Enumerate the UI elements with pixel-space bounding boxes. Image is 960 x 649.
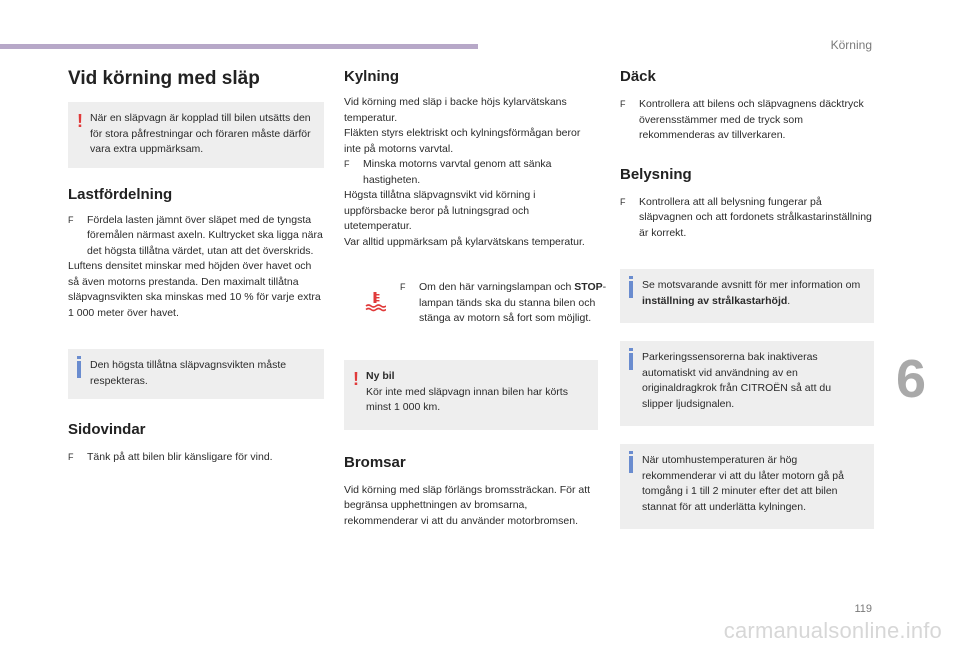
info1-text-before: Se motsvarande avsnitt för mer information om — [642, 279, 861, 291]
info-icon — [629, 456, 633, 473]
column-3 — [620, 62, 874, 529]
info1-text-strong: inställning av strålkastarhöjd — [642, 294, 788, 307]
bullet-marker-icon: F — [68, 452, 74, 462]
warning-icon: ! — [77, 111, 83, 131]
info3-text: När utomhustemperaturen är hög rekommenderar vi att du låter motorn gå på tomgång i 1 till 2 minuter efter det att bilen stannat för att underlätta kylningen. — [642, 454, 844, 513]
heading-brakes: Bromsar — [344, 453, 406, 471]
page-number: 119 — [854, 603, 872, 615]
lights-bullet — [620, 195, 874, 242]
info-box-weight — [68, 349, 324, 399]
warning-lamp-block — [344, 280, 607, 350]
tyres-bullet — [620, 97, 874, 144]
heading-crosswind: Sidovindar — [68, 421, 146, 438]
coolant-temperature-icon — [364, 290, 386, 312]
cooling-text-4: Var alltid uppmärksam på kylarvätskans temperatur. — [344, 235, 585, 248]
watermark: carmanualsonline.info — [723, 618, 942, 643]
cooling-bullet-text: Minska motorns varvtal genom att sänka hastigheten. — [363, 158, 552, 186]
bullet-marker-icon: F — [68, 214, 74, 225]
brakes-text: Vid körning med släp förlängs bromssträckan. För att begränsa upphettningen av bromsarna, rekommenderar vi att du använder motorbromsen. — [344, 483, 591, 527]
cooling-text-1: Vid körning med släp i backe höjs kylarvätskans temperatur. — [344, 96, 567, 124]
heading-cooling: Kylning — [344, 68, 399, 85]
tyres-bullet-text: Kontrollera att bilens och släpvagnens däcktryck överensstämmer med de tryck som rekommenderas av tillverkaren. — [639, 98, 864, 141]
heading-lights: Belysning — [620, 165, 692, 183]
warning-box-trailer — [68, 102, 324, 168]
info1-text-after: . — [787, 294, 791, 307]
cooling-bullet — [344, 157, 598, 188]
new-car-title: Ny bil — [366, 370, 395, 382]
lamp-text-after: -lampan tänds ska du stanna bilen och stänga av motorn så fort som möjligt. — [419, 281, 607, 324]
chapter-number: 6 — [896, 349, 927, 409]
info-box-parking-sensors — [620, 341, 874, 426]
crosswind-bullet-text: Tänk på att bilen blir känsligare för vind. — [87, 451, 273, 463]
load-bullet-text: Fördela lasten jämnt över släpet med de tyngsta föremålen närmast axeln. Kultrycket ska ligga nära det högsta tillåtna värdet, utan att det överskrids. — [87, 213, 323, 257]
bullet-marker-icon: F — [620, 99, 626, 109]
warning-text: När en släpvagn är kopplad till bilen utsätts den för stora påfrestningar och föraren måste därför vara extra uppmärksam. — [90, 112, 311, 155]
warning-box-new-car — [344, 360, 598, 430]
chapter-name: Körning — [830, 38, 872, 52]
column-1 — [68, 62, 324, 466]
bullet-marker-icon: F — [620, 196, 626, 207]
page-title: Vid körning med släp — [68, 68, 260, 89]
new-car-text: Kör inte med släpvagn innan bilen har körts minst 1 000 km. — [366, 385, 568, 413]
info-icon — [629, 353, 633, 370]
top-accent-bar — [0, 44, 478, 49]
lamp-text-stop: STOP — [574, 281, 603, 293]
lamp-text-before: Om den här varningslampan och — [419, 281, 575, 293]
heading-tyres: Däck — [620, 68, 656, 85]
crosswind-bullet — [68, 450, 324, 466]
info-box-idle-cooling — [620, 444, 874, 529]
column-2 — [344, 62, 607, 529]
info2-text: Parkeringssensorerna bak inaktiveras automatiskt vid användning av en originaldragkrok från CITROËN så att du slipper ljudsignalen. — [642, 351, 832, 410]
info-icon — [629, 281, 633, 298]
warning-icon: ! — [353, 369, 359, 389]
info-icon — [77, 361, 81, 378]
info-box-headlamp — [620, 269, 874, 323]
load-text: Luftens densitet minskar med höjden över havet och så även motorns prestanda. Den maximalt tillåtna släpvagnsvikten ska minskas med 10 % för varje extra 1 000 meter över havet. — [68, 260, 321, 319]
lights-bullet-text: Kontrollera att all belysning fungerar på släpvagnen och att fordonets strålkastarinställning är korrekt. — [639, 195, 872, 239]
load-bullet — [68, 213, 324, 260]
cooling-text-3: Högsta tillåtna släpvagnsvikt vid körning i uppförsbacke beror på lutningsgrad och utetemperatur. — [344, 189, 536, 232]
bullet-marker-icon: F — [344, 159, 350, 169]
bullet-marker-icon: F — [400, 282, 406, 292]
heading-load: Lastfördelning — [68, 185, 173, 203]
lamp-bullet — [400, 280, 609, 327]
info-text: Den högsta tillåtna släpvagnsvikten måste respekteras. — [90, 359, 287, 387]
cooling-text-2: Fläkten styrs elektriskt och kylningsförmågan beror inte på motorns varvtal. — [344, 127, 581, 155]
